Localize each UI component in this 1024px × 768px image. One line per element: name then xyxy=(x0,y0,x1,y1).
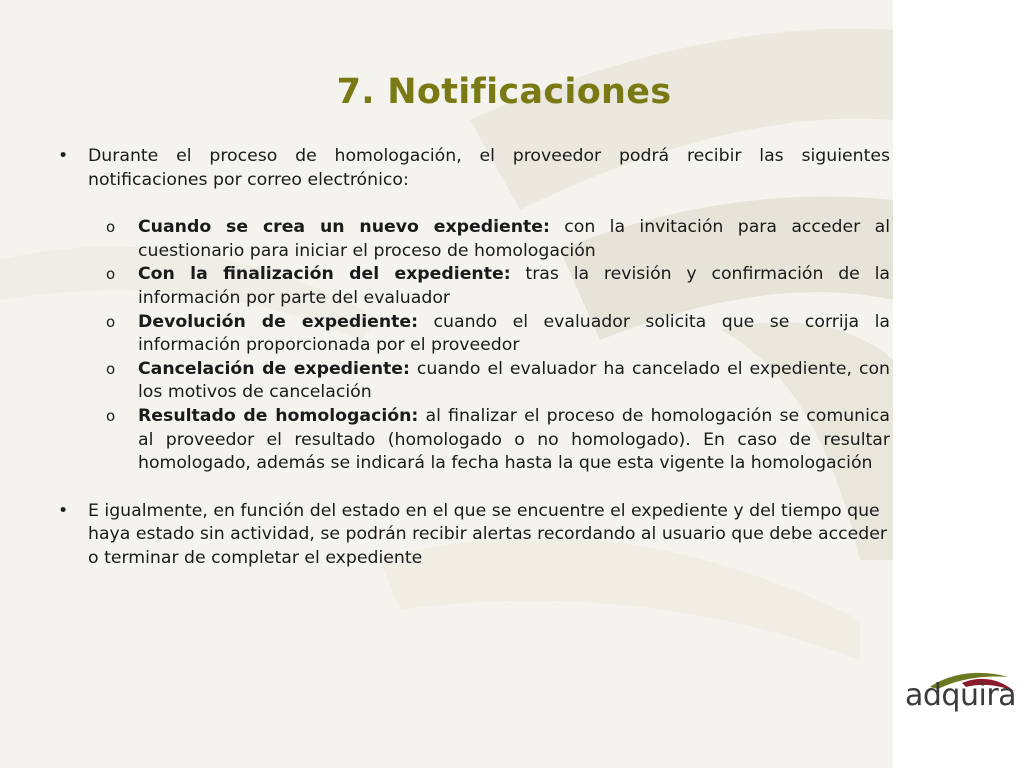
sub-item-text: al finalizar el proceso de homologación se comunica al proveedor el resultado (homologado o no homologado). En caso de resultar homologado, además se indicará la fecha hasta la que esta vigente la homologación xyxy=(138,405,890,474)
slide-title: 7. Notificaciones xyxy=(336,72,672,112)
bullet-item xyxy=(56,145,890,192)
sub-item-text: cuando el evaluador solicita que se corrija la información proporcionada por el proveedor xyxy=(138,311,890,356)
sub-item xyxy=(56,216,890,263)
bullet-text: E igualmente, en función del estado en el que se encuentre el expediente y del tiempo que haya estado sin actividad, se podrán recibir alertas recordando al usuario que debe acceder o terminar de completar el expediente xyxy=(88,500,887,568)
sub-item xyxy=(56,358,890,405)
bullet-marker: • xyxy=(58,146,69,166)
sub-marker: o xyxy=(106,312,116,331)
sub-item-text: con la invitación para acceder al cuestionario para iniciar el proceso de homologación xyxy=(138,217,890,261)
sub-list xyxy=(56,216,890,476)
sub-marker: o xyxy=(106,218,116,237)
bullet-marker: • xyxy=(58,500,69,521)
sub-item-label: Devolución de expediente: xyxy=(138,311,419,332)
sub-item-label: Cancelación de expediente: xyxy=(138,358,410,379)
sub-item-text: cuando el evaluador ha cancelado el expediente, con los motivos de cancelación xyxy=(138,358,890,403)
logo-text: adquira xyxy=(905,678,1017,713)
sub-item xyxy=(56,311,890,358)
sub-marker: o xyxy=(106,265,116,284)
sub-item-label: Con la finalización del expediente: xyxy=(138,264,511,285)
sub-marker: o xyxy=(106,359,116,378)
sub-item-label: Resultado de homologación: xyxy=(138,405,419,426)
bullet-text: Durante el proceso de homologación, el proveedor podrá recibir las siguientes notificaciones por correo electrónico: xyxy=(88,146,890,190)
bullet-item xyxy=(56,500,890,571)
sub-item xyxy=(56,405,890,476)
sub-item xyxy=(56,263,890,310)
sub-item-text: tras la revisión y confirmación de la información por parte del evaluador xyxy=(138,264,891,308)
sub-item-label: Cuando se crea un nuevo expediente: xyxy=(138,217,550,238)
slide-content xyxy=(56,145,890,571)
sub-marker: o xyxy=(106,406,116,425)
